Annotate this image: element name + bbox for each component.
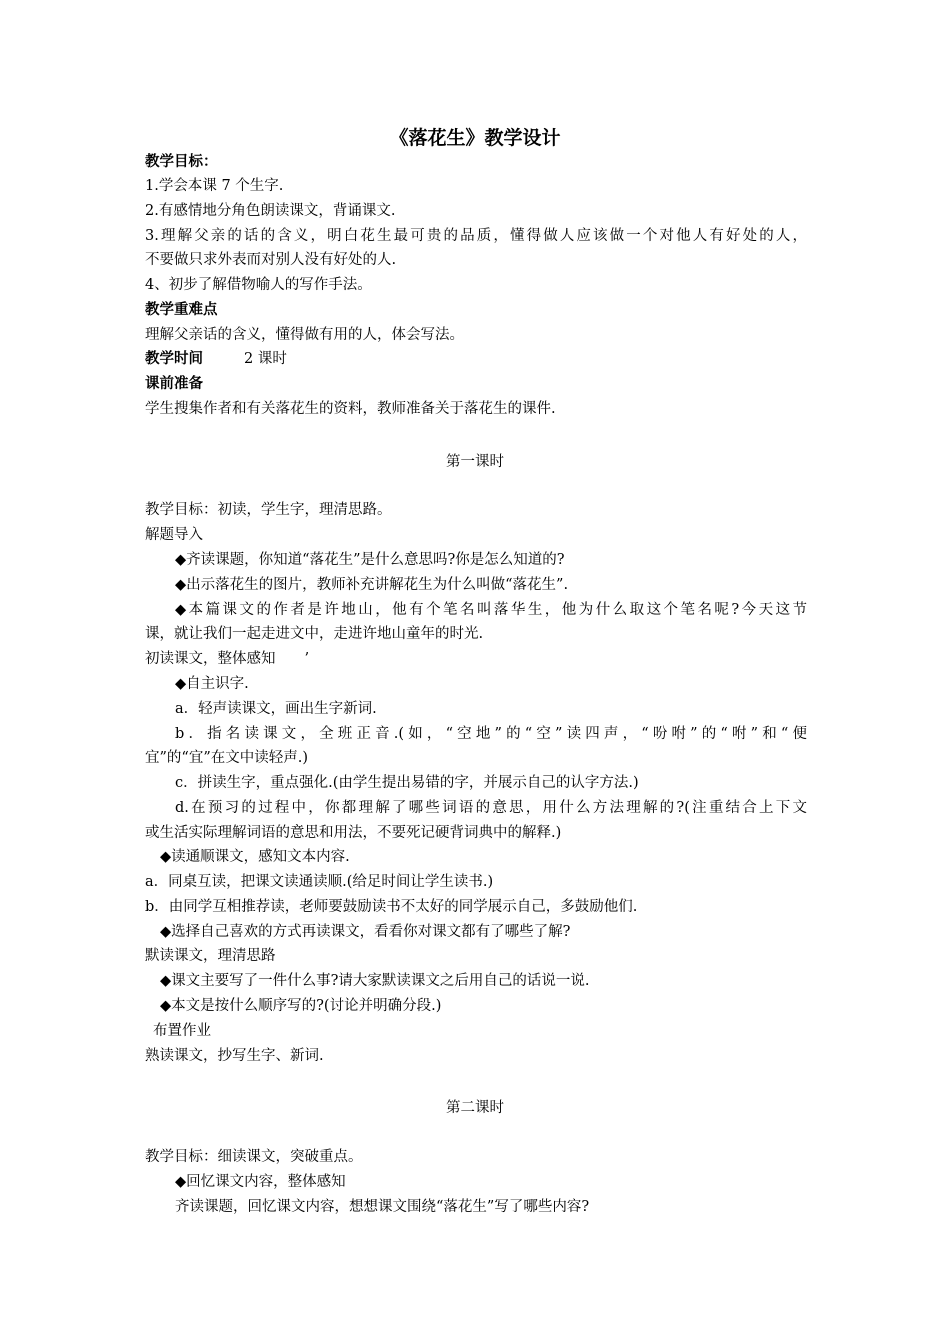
- lesson2-line: 齐读课题，回忆课文内容，想想课文围绕“落花生”写了哪些内容?: [175, 1199, 590, 1215]
- lesson2-line: 教学目标：细读课文，突破重点。: [145, 1149, 363, 1165]
- goal-item: 2.有感情地分角色朗读课文，背诵课文.: [145, 203, 396, 219]
- lesson2-heading: 第二课时: [446, 1100, 504, 1116]
- prep-heading: 课前准备: [145, 376, 203, 392]
- lesson1-line: 解题导入: [145, 527, 203, 543]
- difficulty-heading: 教学重难点: [145, 302, 218, 318]
- goal-item: 4、初步了解借物喻人的写作手法。: [145, 277, 372, 293]
- lesson1-line: b．由同学互相推荐读，老师要鼓励读书不太好的同学展示自己，多鼓励他们.: [145, 899, 638, 915]
- lesson1-line: ◆读通顺课文，感知文本内容.: [160, 849, 350, 865]
- lesson1-line: d.在预习的过程中，你都理解了哪些词语的意思，用什么方法理解的?(注重结合上下文: [175, 800, 807, 816]
- goal-item: 3.理解父亲的话的含义，明白花生最可贵的品质，懂得做人应该做一个对他人有好处的人，: [145, 228, 807, 244]
- lesson1-line: ◆出示落花生的图片，教师补充讲解花生为什么叫做“落花生”.: [175, 577, 569, 593]
- lesson1-heading: 第一课时: [446, 454, 504, 470]
- goal-item: 1.学会本课 7 个生字.: [145, 178, 284, 194]
- goal-item: 不要做只求外表而对别人没有好处的人.: [145, 252, 397, 268]
- lesson1-line: ◆选择自己喜欢的方式再读课文，看看你对课文都有了哪些了解?: [160, 924, 571, 940]
- lesson1-line: a．轻声读课文，画出生字新词.: [175, 701, 377, 717]
- lesson1-line: 或生活实际理解词语的意思和用法，不要死记硬背词典中的解释.): [145, 825, 562, 841]
- lesson1-line: 教学目标：初读，学生字，理清思路。: [145, 502, 392, 518]
- lesson1-line: 布置作业: [153, 1023, 211, 1039]
- lesson1-line: c．拼读生字，重点强化.(由学生提出易错的字，并展示自己的认字方法.): [175, 775, 639, 791]
- lesson1-line: b．指名读课文，全班正音.(如，“空地”的“空”读四声，“吩咐”的“咐”和“便: [175, 726, 807, 742]
- lesson1-line: 默读课文，理清思路: [145, 948, 276, 964]
- lesson1-line: 宜”的“宜”在文中读轻声.): [145, 750, 309, 766]
- lesson1-line: 初读课文，整体感知 ’: [145, 651, 310, 667]
- document-title: 《落花生》教学设计: [389, 127, 561, 149]
- time-heading: 教学时间: [145, 351, 203, 367]
- time-value: 2 课时: [244, 351, 287, 367]
- lesson1-line: a．同桌互读，把课文读通读顺.(给足时间让学生读书.): [145, 874, 494, 890]
- lesson1-line: ◆本篇课文的作者是许地山，他有个笔名叫落华生，他为什么取这个笔名呢?今天这节: [175, 602, 807, 618]
- lesson1-line: 熟读课文，抄写生字、新词.: [145, 1048, 324, 1064]
- lesson2-line: ◆回忆课文内容，整体感知: [175, 1174, 346, 1190]
- lesson1-line: 课，就让我们一起走进文中，走进许地山童年的时光.: [145, 626, 484, 642]
- prep-text: 学生搜集作者和有关落花生的资料，教师准备关于落花生的课件.: [145, 401, 556, 417]
- goals-heading: 教学目标：: [145, 154, 218, 170]
- difficulty-text: 理解父亲话的含义，懂得做有用的人，体会写法。: [145, 327, 464, 343]
- lesson1-line: ◆课文主要写了一件什么事?请大家默读课文之后用自己的话说一说.: [160, 973, 590, 989]
- lesson1-line: ◆本文是按什么顺序写的?(讨论并明确分段.): [160, 998, 442, 1014]
- lesson1-line: ◆齐读课题，你知道“落花生”是什么意思吗?你是怎么知道的?: [175, 552, 565, 568]
- lesson1-line: ◆自主识字.: [175, 676, 249, 692]
